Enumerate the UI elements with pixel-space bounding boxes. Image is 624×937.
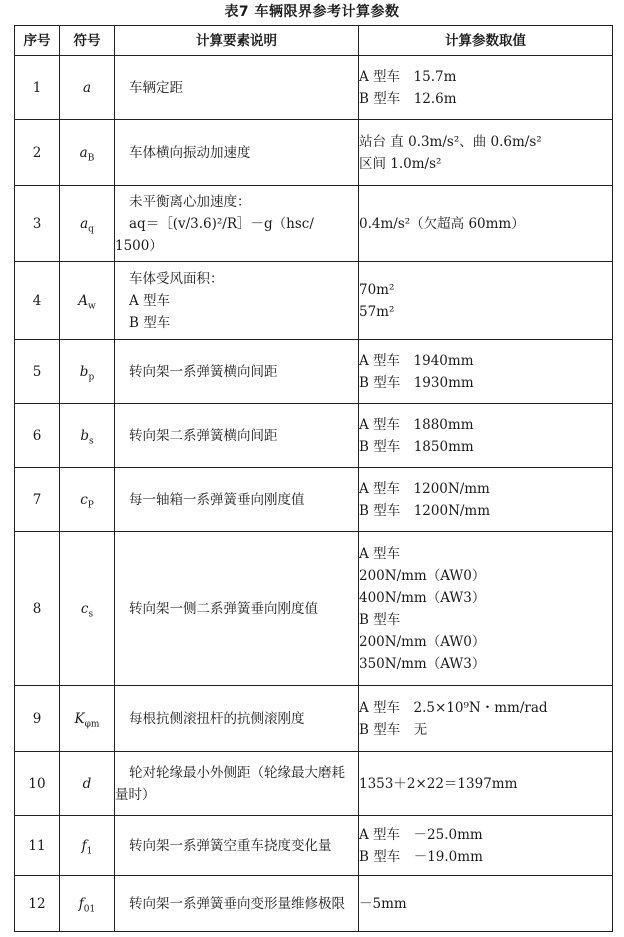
row-value: A 型车 200N/mm（AW0） 400N/mm（AW3） B 型车 200N/mm（AW0） 350N/mm（AW3） bbox=[359, 532, 613, 686]
table-row bbox=[15, 120, 613, 186]
row-symbol: $c_s$ bbox=[60, 532, 115, 686]
row-no: 7 bbox=[15, 468, 60, 532]
row-description: 轮对轮缘最小外侧距（轮缘最大磨耗量时） bbox=[115, 752, 359, 816]
row-symbol: $A_w$ bbox=[60, 262, 115, 340]
row-value: 1353＋2×22＝1397mm bbox=[359, 752, 613, 816]
header-symbol: 符号 bbox=[60, 26, 115, 56]
table-row bbox=[15, 532, 613, 686]
row-value: A 型车 1880mm B 型车 1850mm bbox=[359, 404, 613, 468]
row-value: 70m² 57m² bbox=[359, 262, 613, 340]
row-description: 转向架二系弹簧横向间距 bbox=[115, 404, 359, 468]
table-header-row bbox=[15, 26, 613, 56]
row-description: 转向架一系弹簧空重车挠度变化量 bbox=[115, 816, 359, 876]
table-row bbox=[15, 404, 613, 468]
table-row bbox=[15, 816, 613, 876]
row-value: 站台 直 0.3m/s²、曲 0.6m/s² 区间 1.0m/s² bbox=[359, 120, 613, 186]
row-description: 未平衡离心加速度： aq＝［(v/3.6)²/R］－g（hsc/ 1500） bbox=[115, 186, 359, 262]
row-symbol: $b_s$ bbox=[60, 404, 115, 468]
header-description: 计算要素说明 bbox=[115, 26, 359, 56]
row-no: 9 bbox=[15, 686, 60, 752]
row-no: 5 bbox=[15, 340, 60, 404]
row-no: 6 bbox=[15, 404, 60, 468]
row-description: 转向架一侧二系弹簧垂向刚度值 bbox=[115, 532, 359, 686]
row-value: A 型车 2.5×10⁹N・mm/rad B 型车 无 bbox=[359, 686, 613, 752]
table-row bbox=[15, 752, 613, 816]
row-symbol: $c_P$ bbox=[60, 468, 115, 532]
row-description: 每一轴箱一系弹簧垂向刚度值 bbox=[115, 468, 359, 532]
row-symbol: $K_{\varphi m}$ bbox=[60, 686, 115, 752]
row-no: 4 bbox=[15, 262, 60, 340]
row-description: 转向架一系弹簧横向间距 bbox=[115, 340, 359, 404]
row-symbol: $f_{01}$ bbox=[60, 876, 115, 932]
table-row bbox=[15, 686, 613, 752]
row-no: 11 bbox=[15, 816, 60, 876]
row-symbol: $f_1$ bbox=[60, 816, 115, 876]
row-no: 2 bbox=[15, 120, 60, 186]
row-symbol: $a_q$ bbox=[60, 186, 115, 262]
row-value: A 型车 1940mm B 型车 1930mm bbox=[359, 340, 613, 404]
row-symbol: $b_p$ bbox=[60, 340, 115, 404]
row-description: 转向架一系弹簧垂向变形量维修极限 bbox=[115, 876, 359, 932]
row-value: A 型车 －25.0mm B 型车 －19.0mm bbox=[359, 816, 613, 876]
row-description: 每根抗侧滚扭杆的抗侧滚刚度 bbox=[115, 686, 359, 752]
row-symbol: d bbox=[60, 752, 115, 816]
header-value: 计算参数取值 bbox=[359, 26, 613, 56]
row-no: 12 bbox=[15, 876, 60, 932]
row-description: 车辆定距 bbox=[115, 56, 359, 120]
row-no: 3 bbox=[15, 186, 60, 262]
row-description: 车体受风面积： A 型车 B 型车 bbox=[115, 262, 359, 340]
row-value: －5mm bbox=[359, 876, 613, 932]
row-no: 8 bbox=[15, 532, 60, 686]
table-row bbox=[15, 56, 613, 120]
table-title: 表7 车辆限界参考计算参数 bbox=[224, 4, 400, 20]
row-no: 10 bbox=[15, 752, 60, 816]
table-row bbox=[15, 186, 613, 262]
table-row bbox=[15, 340, 613, 404]
row-value: A 型车 1200N/mm B 型车 1200N/mm bbox=[359, 468, 613, 532]
header-no: 序号 bbox=[15, 26, 60, 56]
row-value: A 型车 15.7m B 型车 12.6m bbox=[359, 56, 613, 120]
table-row bbox=[15, 876, 613, 932]
table-row bbox=[15, 468, 613, 532]
row-description: 车体横向振动加速度 bbox=[115, 120, 359, 186]
row-symbol: a bbox=[60, 56, 115, 120]
row-symbol: $a_B$ bbox=[60, 120, 115, 186]
table-row bbox=[15, 262, 613, 340]
row-value: 0.4m/s²（欠超高 60mm） bbox=[359, 186, 613, 262]
parameter-table bbox=[14, 25, 613, 932]
row-no: 1 bbox=[15, 56, 60, 120]
